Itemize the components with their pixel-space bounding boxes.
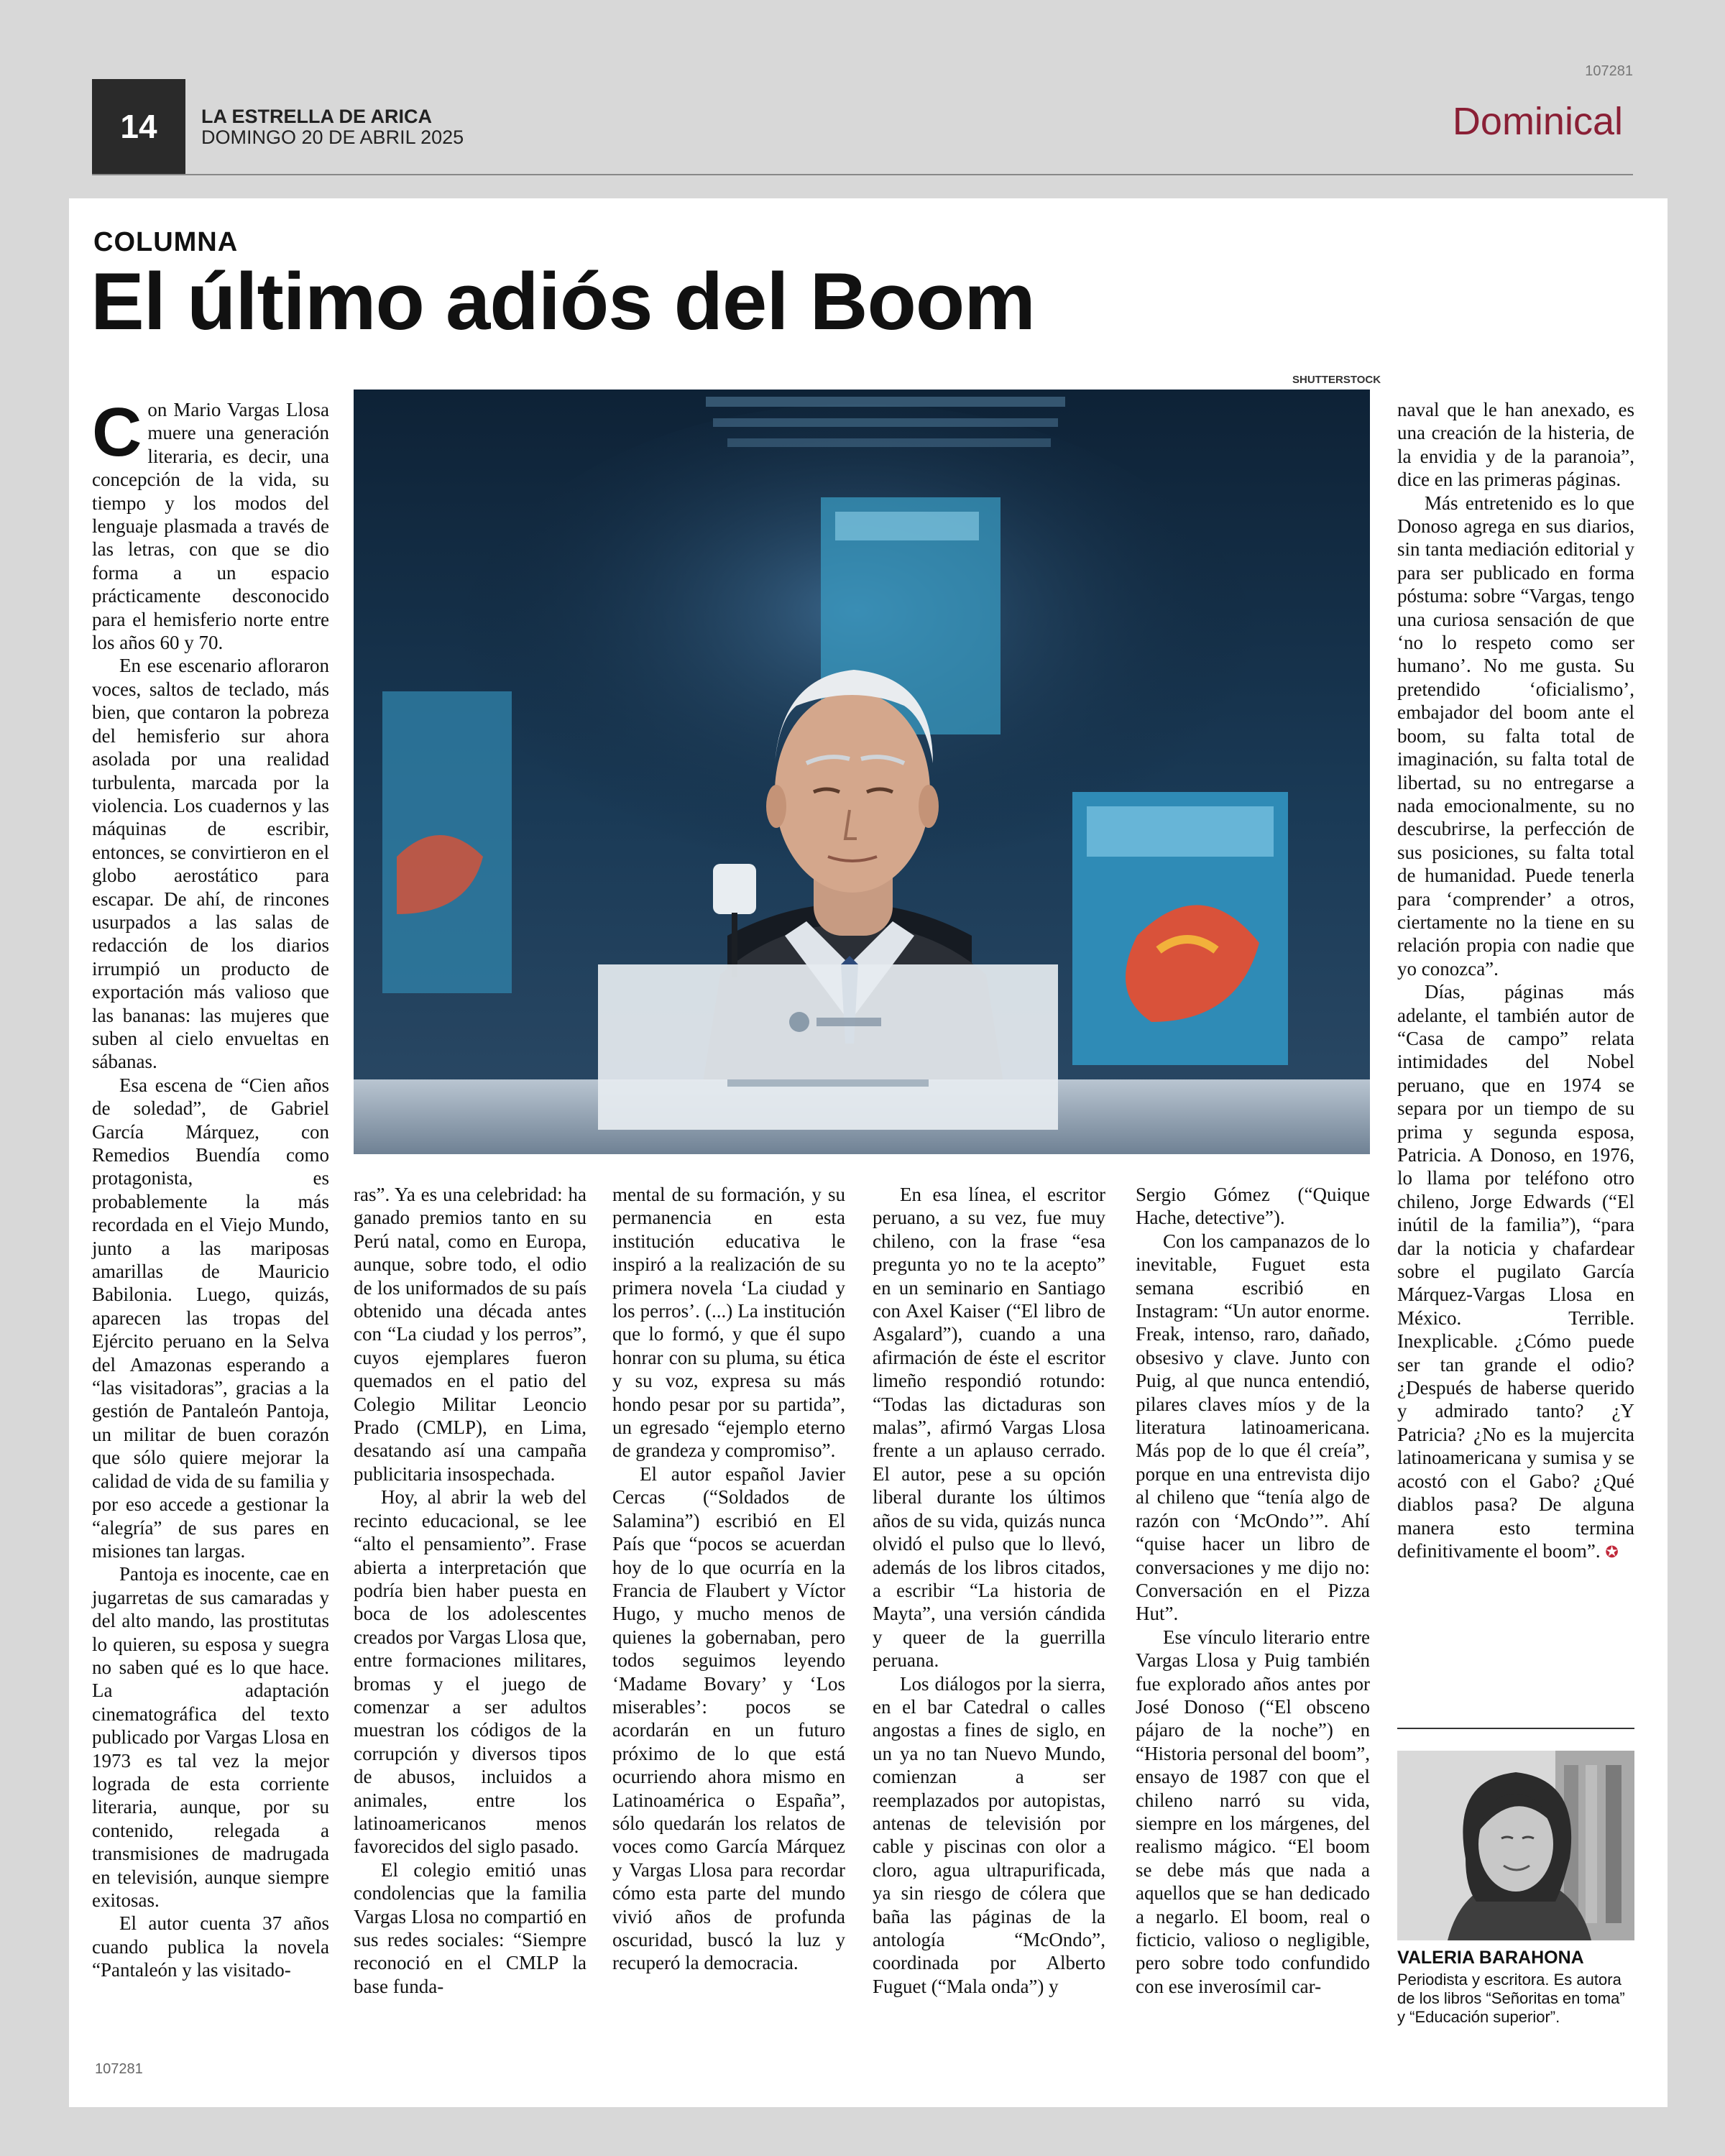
newspaper-info	[201, 106, 464, 148]
paragraph: Los diálogos por la sierra, en el bar Catedral o calles angostas a fines de siglo, en un ya no tan Nuevo Mundo, comienzan a ser reemplazados por autopistas, antenas de televisión por cable y piscinas con olor a cloro, agua ultrapurificada, ya sin riesgo de cólera que baña las páginas de la antología “McOndo”, coordinada por Alberto Fuguet (“Mala onda”) y	[873, 1672, 1105, 1997]
paragraph: naval que le han anexado, es una creación de la histeria, de la envidia y de la paranoia”, dice en las primeras páginas.	[1397, 399, 1634, 491]
drop-cap: C	[92, 394, 142, 471]
author-portrait	[1397, 1751, 1634, 1940]
paragraph: El colegio emitió unas condolencias que la familia Vargas Llosa no compartió en sus redes sociales: “Siempre reconoció en el CMLP la base funda-	[354, 1858, 586, 1997]
article-kicker: COLUMNA	[93, 227, 239, 257]
paragraph: En esa línea, el escritor peruano, a su vez, fue muy chileno, con la frase “esa pregunta yo no te la acepto” en un seminario en Santiago con Axel Kaiser (“El libro de Asgalard”), cuando a una afirmación de éste el escritor limeño respondió rotundo: “Todas las dictaduras son malas”, afirmó Vargas Llosa frente a un aplauso cerrado. El autor, pese a su opción liberal durante los últimos años de su vida, quizás nunca olvidó el pulso que lo llevó, además de los libros citados, a escribir “La historia de Mayta”, una versión cándida y queer de la guerrilla peruana.	[873, 1184, 1105, 1672]
paragraph: Hoy, al abrir la web del recinto educacional, se lee “alto el pensamiento”. Frase abierta a interpretación que podría bien haber puesta en boca de los adolescentes creados por Vargas Llosa que, entre formaciones militares, bromas y el juego de comenzar a ser adultos muestran los códigos de la corrupción y diversos tipos de abusos, incluidos a animales, entre los latinoamericanos menos favorecidos del siglo pasado.	[354, 1486, 586, 1858]
lead-paragraph	[92, 394, 329, 654]
end-mark-icon: ✪	[1605, 1543, 1619, 1562]
article-column-4	[873, 1183, 1105, 1998]
article-column-6	[1397, 398, 1634, 1565]
paragraph: Esa escena de “Cien años de soledad”, de Gabriel García Márquez, con Remedios Buendía como protagonista, es probablemente la más recordada en el Viejo Mundo, junto a las mariposas amarillas de Mauricio Babilonia. Luego, quizás, aparecen las tropas del Ejército peruano en la Selva del Amazonas esperando a “las visitadoras”, gracias a la gestión de Pantaleón Pantoja, un militar de buen corazón que sólo quiere mejorar la calidad de vida de su familia y por eso accede a gestionar la “alegría” de sus pares en misiones tan largas.	[92, 1074, 329, 1562]
paragraph: En ese escenario afloraron voces, saltos de teclado, más bien, que contaron la pobreza del hemisferio sur ahora asolada por una realidad turbulenta, marcada por la violencia. Los cuadernos y las máquinas de escribir, entonces, se convirtieron en el globo aerostático para escapar. De ahí, de rincones usurpados a las salas de redacción de los diarios irrumpió un producto de exportación más valioso que las bananas: las mujeres que suben al cielo envueltas en sábanas.	[92, 655, 329, 1073]
paragraph: El autor español Javier Cercas (“Soldados de Salamina”) escribió en El País que “pocos se acuerdan hoy de lo que ocurría en la Francia de Flaubert y Víctor Hugo, y mucho menos de quienes la gobernaban, pero todos seguimos leyendo ‘Madame Bovary’ y ‘Los miserables’: pocos se acordarán en un futuro próximo de lo que está ocurriendo ahora mismo en Latinoamérica o España”, sólo quedarán los relatos de voces como García Márquez y Vargas Llosa para recordar cómo esta parte del mundo vivió años de profunda oscuridad, buscó la luz y recuperó la democracia.	[612, 1462, 845, 1974]
masthead	[92, 79, 1633, 175]
paragraph: Más entretenido es lo que Donoso agrega en sus diarios, sin tanta mediación editorial y para ser publicado en forma póstuma: sobre “Vargas, tengo una curiosa sensación de que ‘no lo respeto como ser humano’. No me gusta. Su pretendido ‘oficialismo’, embajador del boom ante el boom, su falta total de imaginación, su falta total de libertad, su no entregarse a nada emocionalmente, su no descubrirse, la perfección de sus posiciones, su falta total de humanidad. Puede tenerla para ‘comprender’ a otros, ciertamente no la tiene en su relación propia con nadie que yo conozca”.	[1397, 492, 1634, 980]
paragraph: El autor cuenta 37 años cuando publica la novela “Pantaleón y las visitado-	[92, 1912, 329, 1981]
publication-date: DOMINGO 20 DE ABRIL 2025	[201, 126, 464, 148]
paragraph: Sergio Gómez (“Quique Hache, detective”).	[1136, 1184, 1370, 1229]
paragraph: Con los campanazos de lo inevitable, Fuguet esta semana escribió en Instagram: “Un autor enorme. Freak, intenso, raro, dañado, obsesivo y clave. Junto con Puig, al que nunca entendió, pilares claves míos y de la literatura latinoamericana. Más pop de lo que él creía”, porque en una entrevista dijo al chileno que “tenía algo de razón con ‘McOndo’”. Ahí “quise hacer un libro de conversaciones y me dijo no: Conversación en el Pizza Hut”.	[1136, 1230, 1370, 1625]
article-headline: El último adiós del Boom	[91, 257, 1035, 346]
page-number: 14	[92, 79, 185, 174]
paragraph: Ese vínculo literario entre Vargas Llosa y Puig también fue explorado años antes por José Donoso (“El obsceno pájaro de la noche”) en “Historia personal del boom”, ensayo de 1987 con que el chileno narró su vida, siempre en los márgenes, del realismo mágico. “El boom se debe más que nada a aquellos que se han dedicado a negarlo. El boom, real o ficticio, valioso o negligible, pero sobre todo confundido con ese inverosímil car-	[1136, 1626, 1370, 1997]
newspaper-name: LA ESTRELLA DE ARICA	[201, 106, 432, 127]
article-column-2	[354, 1183, 586, 1998]
photo-illustration	[354, 390, 1370, 1154]
paragraph: Pantoja es inocente, cae en jugarretas de sus camaradas y del alto mando, las prostitutas lo quieren, su esposa y suegra no saben qué es lo que hace. La adaptación cinematográfica del texto publicado por Vargas Llosa en 1973 es tal vez la mejor lograda de esta corriente literaria, aunque, por su contenido, relegada a transmisiones de madrugada en televisión, aunque siempre exitosas.	[92, 1563, 329, 1911]
paragraph	[1397, 980, 1634, 1565]
paragraph: mental de su formación, y su permanencia en esta institución educativa le inspiró a la realización de su primera novela ‘La ciudad y los perros’. (...) La institución que lo formó, y que él supo honrar con su pluma, su ética y su voz, expresa su más hondo pesar por su partida”, un egresado “ejemplo eterno de grandeza y compromiso”.	[612, 1184, 845, 1462]
paragraph-text: Días, páginas más adelante, el también autor de “Casa de campo” relata intimidades del Nobel peruano, que en 1974 se separa por un tiempo de su prima y segunda esposa, Patricia. A Donoso, en 1976, lo llama por teléfono otro chileno, Jorge Edwards (“El inútil de la familia”), “para dar la noticia y chafardear sobre el pugilato García Márquez-Vargas Llosa en México. Terrible. Inexplicable. ¿Cómo puede ser tan grande el odio? ¿Después de haberse querido y admirado tanto? ¿Y Patricia? ¿No es la mujercita latinoamericana y sumisa y se acostó con el Gabo? ¿Qué diablos pasa? De alguna manera esto termina definitivamente el boom”.	[1397, 981, 1634, 1562]
photo-credit: SHUTTERSTOCK	[1292, 374, 1381, 386]
article-column-1	[92, 394, 329, 1994]
article-sheet	[69, 198, 1668, 2107]
page-id-bottom: 107281	[95, 2061, 143, 2077]
author-photo	[1397, 1751, 1634, 1940]
section-name: Dominical	[1452, 100, 1623, 143]
article-photo	[354, 390, 1370, 1154]
paragraph: ras”. Ya es una celebridad: ha ganado premios tanto en su Perú natal, como en Europa, aunque, sobre todo, el odio de los uniformados de su país obtenido una década antes con “La ciudad y los perros”, cuyos ejemplares fueron quemados en el patio del Colegio Militar Leoncio Prado (CMLP), en Lima, desatando así una campaña publicitaria insospechada.	[354, 1184, 586, 1485]
article-column-5	[1136, 1183, 1370, 1998]
paragraph-text: on Mario Vargas Llosa muere una generación literaria, es decir, una concepción de la vida, su tiempo y los modos del lenguaje plasmada a través de las letras, con que se dio forma a un espacio prácticamente desconocido para el hemisferio norte entre los años 60 y 70.	[92, 399, 329, 654]
author-divider	[1397, 1728, 1634, 1729]
author-name: VALERIA BARAHONA	[1397, 1948, 1584, 1968]
article-column-3	[612, 1183, 845, 1975]
author-bio: Periodista y escritora. Es autora de los libros “Señoritas en toma” y “Educación superior”.	[1397, 1971, 1625, 2026]
page-id-top: 107281	[1585, 63, 1633, 79]
